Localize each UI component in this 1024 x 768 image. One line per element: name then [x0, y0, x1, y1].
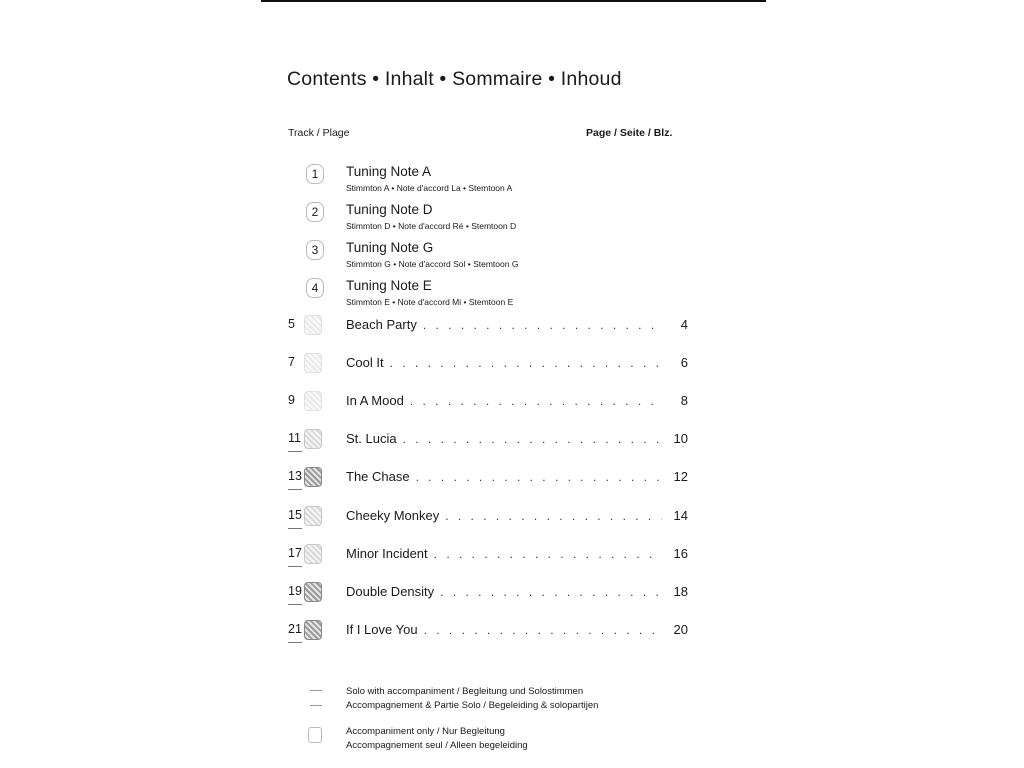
- dot-leader: [423, 318, 662, 332]
- cd-track-icon: [304, 620, 322, 640]
- legend-text: Solo with accompaniment / Begleitung und Solostimmen: [346, 686, 584, 697]
- tuning-subtitle: Stimmton G • Note d'accord Sol • Stemtoon G: [346, 259, 519, 269]
- track-number-badge: 1: [306, 164, 324, 184]
- dot-leader: [440, 585, 662, 599]
- song-title: Cheeky Monkey: [346, 508, 440, 523]
- song-title: Cool It: [346, 355, 384, 370]
- song-page-number: 12: [673, 469, 688, 484]
- track-number-badge: 3: [306, 240, 324, 260]
- song-page-number: 14: [673, 508, 688, 523]
- song-row: [346, 317, 688, 332]
- song-page-number: 8: [680, 393, 688, 408]
- song-title: If I Love You: [346, 622, 418, 637]
- song-page-number: 4: [680, 317, 688, 332]
- track-underline: [288, 604, 302, 605]
- track-underline: [288, 528, 302, 529]
- song-page-number: 20: [673, 622, 688, 637]
- cd-track-icon: [304, 544, 322, 564]
- song-title: Beach Party: [346, 317, 417, 332]
- legend-text: Accompaniment only / Nur Begleitung: [346, 726, 505, 737]
- song-track-number: 17: [288, 546, 302, 560]
- song-row: [346, 431, 688, 446]
- solo-track-marker: [310, 690, 322, 691]
- song-row: [346, 355, 688, 370]
- song-track-number: 15: [288, 508, 302, 522]
- tuning-subtitle: Stimmton D • Note d'accord Ré • Stemtoon D: [346, 221, 517, 231]
- song-page-number: 18: [673, 584, 688, 599]
- track-number-badge: 2: [306, 202, 324, 222]
- song-title: In A Mood: [346, 393, 404, 408]
- track-underline: [288, 489, 302, 490]
- song-title: St. Lucia: [346, 431, 397, 446]
- song-track-number: 7: [288, 355, 295, 369]
- song-row: [346, 393, 688, 408]
- song-page-number: 10: [673, 431, 688, 446]
- cd-track-icon: [304, 582, 322, 602]
- dot-leader: [416, 470, 662, 484]
- song-track-number: 5: [288, 317, 295, 331]
- song-row: [346, 469, 688, 484]
- song-row: [346, 508, 688, 523]
- cd-track-icon: [308, 727, 322, 743]
- track-column-header: Track / Plage: [288, 127, 350, 139]
- song-track-number: 11: [288, 431, 301, 445]
- legend-text: Accompagnement seul / Alleen begeleiding: [346, 740, 528, 751]
- song-row: [346, 546, 688, 561]
- solo-track-marker: [310, 705, 322, 706]
- tuning-subtitle: Stimmton E • Note d'accord Mi • Stemtoon E: [346, 297, 514, 307]
- dot-leader: [424, 623, 662, 637]
- legend-text: Accompagnement & Partie Solo / Begeleiding & solopartijen: [346, 700, 599, 711]
- song-page-number: 6: [680, 355, 688, 370]
- dot-leader: [445, 509, 662, 523]
- tuning-title: Tuning Note D: [346, 202, 433, 217]
- cd-track-icon: [304, 467, 322, 487]
- track-underline: [288, 566, 302, 567]
- tuning-subtitle: Stimmton A • Note d'accord La • Stemtoon A: [346, 183, 513, 193]
- song-track-number: 21: [288, 622, 302, 636]
- song-title: Double Density: [346, 584, 435, 599]
- cd-track-icon: [304, 506, 322, 526]
- dot-leader: [390, 356, 662, 370]
- track-underline: [288, 642, 302, 643]
- page-title: Contents • Inhalt • Sommaire • Inhoud: [287, 68, 622, 90]
- tuning-title: Tuning Note A: [346, 164, 432, 179]
- cd-track-icon: [304, 315, 322, 335]
- song-track-number: 9: [288, 393, 295, 407]
- tuning-title: Tuning Note G: [346, 240, 434, 255]
- top-rule: [261, 0, 766, 2]
- cd-track-icon: [304, 353, 322, 373]
- song-page-number: 16: [673, 546, 688, 561]
- dot-leader: [434, 547, 662, 561]
- tuning-title: Tuning Note E: [346, 278, 432, 293]
- song-row: [346, 584, 688, 599]
- song-title: Minor Incident: [346, 546, 428, 561]
- track-number-badge: 4: [306, 278, 324, 298]
- dot-leader: [410, 394, 662, 408]
- cd-track-icon: [304, 429, 322, 449]
- page-column-header: Page / Seite / Blz.: [586, 127, 673, 139]
- dot-leader: [403, 432, 662, 446]
- track-underline: [288, 451, 302, 452]
- song-row: [346, 622, 688, 637]
- cd-track-icon: [304, 391, 322, 411]
- song-title: The Chase: [346, 469, 410, 484]
- song-track-number: 19: [288, 584, 302, 598]
- song-track-number: 13: [288, 469, 302, 483]
